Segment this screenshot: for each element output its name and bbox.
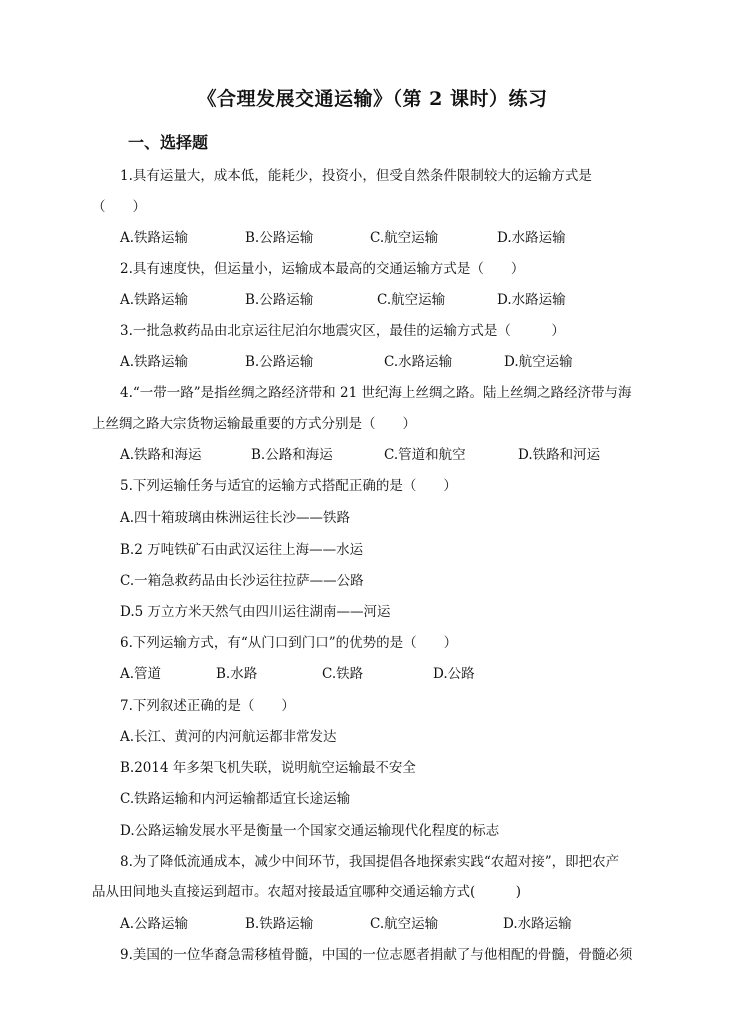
option-d: D.铁路和河运 (518, 447, 601, 463)
option-d: D.航空运输 (504, 354, 573, 370)
option-b: B.公路运输 (245, 292, 314, 308)
question-5-option-d: D.5 万立方米天然气由四川运往湖南——河运 (120, 604, 391, 620)
option-a: A.公路运输 (120, 916, 189, 932)
question-1-line-2: （ ） (92, 199, 146, 215)
question-7-option-d: D.公路运输发展水平是衡量一个国家交通运输现代化程度的标志 (120, 823, 500, 839)
option-c: C.水路运输 (384, 354, 453, 370)
question-7-option-c: C.铁路运输和内河运输都适宜长途运输 (120, 791, 351, 807)
option-c: C.管道和航空 (384, 447, 466, 463)
question-1-line-1: 1.具有运量大，成本低，能耗少，投资小，但受自然条件限制较大的运输方式是 (120, 168, 592, 184)
question-5-option-a: A.四十箱玻璃由株洲运往长沙——铁路 (120, 510, 351, 526)
option-a: A.管道 (120, 666, 162, 682)
option-c: C.航空运输 (370, 230, 439, 246)
question-3-line-1: 3.一批急救药品由北京运往尼泊尔地震灾区，最佳的运输方式是（ ） (120, 323, 565, 339)
option-a: A.铁路运输 (120, 354, 189, 370)
option-a: A.铁路和海运 (120, 447, 202, 463)
option-b: B.公路和海运 (251, 447, 333, 463)
question-9-line-1: 9.美国的一位华裔急需移植骨髓，中国的一位志愿者捐献了与他相配的骨髓，骨髓必须 (120, 947, 633, 963)
question-2-line-1: 2.具有速度快，但运量小，运输成本最高的交通运输方式是（ ） (120, 261, 525, 277)
option-b: B.铁路运输 (245, 916, 314, 932)
question-8-line-1: 8.为了降低流通成本，减少中间环节，我国提倡各地探索实践“农超对接”，即把农产 (120, 854, 620, 870)
option-b: B.公路运输 (245, 230, 314, 246)
page-title: 《合理发展交通运输》（第 2 课时）练习 (197, 88, 548, 110)
question-5-option-c: C.一箱急救药品由长沙运往拉萨——公路 (120, 573, 364, 589)
option-d: D.水路运输 (497, 292, 566, 308)
question-5-line-1: 5.下列运输任务与适宜的运输方式搭配正确的是（ ） (120, 478, 457, 494)
option-c: C.航空运输 (370, 916, 439, 932)
question-7-option-a: A.长江、黄河的内河航运都非常发达 (120, 729, 337, 745)
option-a: A.铁路运输 (120, 230, 189, 246)
question-6-line-1: 6.下列运输方式，有“从门口到门口”的优势的是（ ） (120, 635, 458, 651)
question-7-line-1: 7.下列叙述正确的是（ ） (120, 698, 295, 714)
question-4-line-2: 上丝绸之路大宗货物运输最重要的方式分别是（ ） (92, 416, 416, 432)
option-d: D.水路运输 (497, 230, 566, 246)
section-heading: 一、选择题 (128, 133, 209, 152)
question-7-option-b: B.2014 年多架飞机失联，说明航空运输最不安全 (120, 760, 416, 776)
option-b: B.水路 (216, 666, 258, 682)
option-a: A.铁路运输 (120, 292, 189, 308)
question-8-line-2: 品从田间地头直接运到超市。农超对接最适宜哪种交通运输方式( ) (92, 884, 522, 900)
question-5-option-b: B.2 万吨铁矿石由武汉运往上海——水运 (120, 542, 364, 558)
option-b: B.公路运输 (245, 354, 314, 370)
option-d: D.水路运输 (503, 916, 572, 932)
option-c: C.铁路 (322, 666, 364, 682)
option-d: D.公路 (433, 666, 475, 682)
question-4-line-1: 4.“一带一路”是指丝绸之路经济带和 21 世纪海上丝绸之路。陆上丝绸之路经济带与海 (120, 385, 632, 401)
option-c: C.航空运输 (377, 292, 446, 308)
